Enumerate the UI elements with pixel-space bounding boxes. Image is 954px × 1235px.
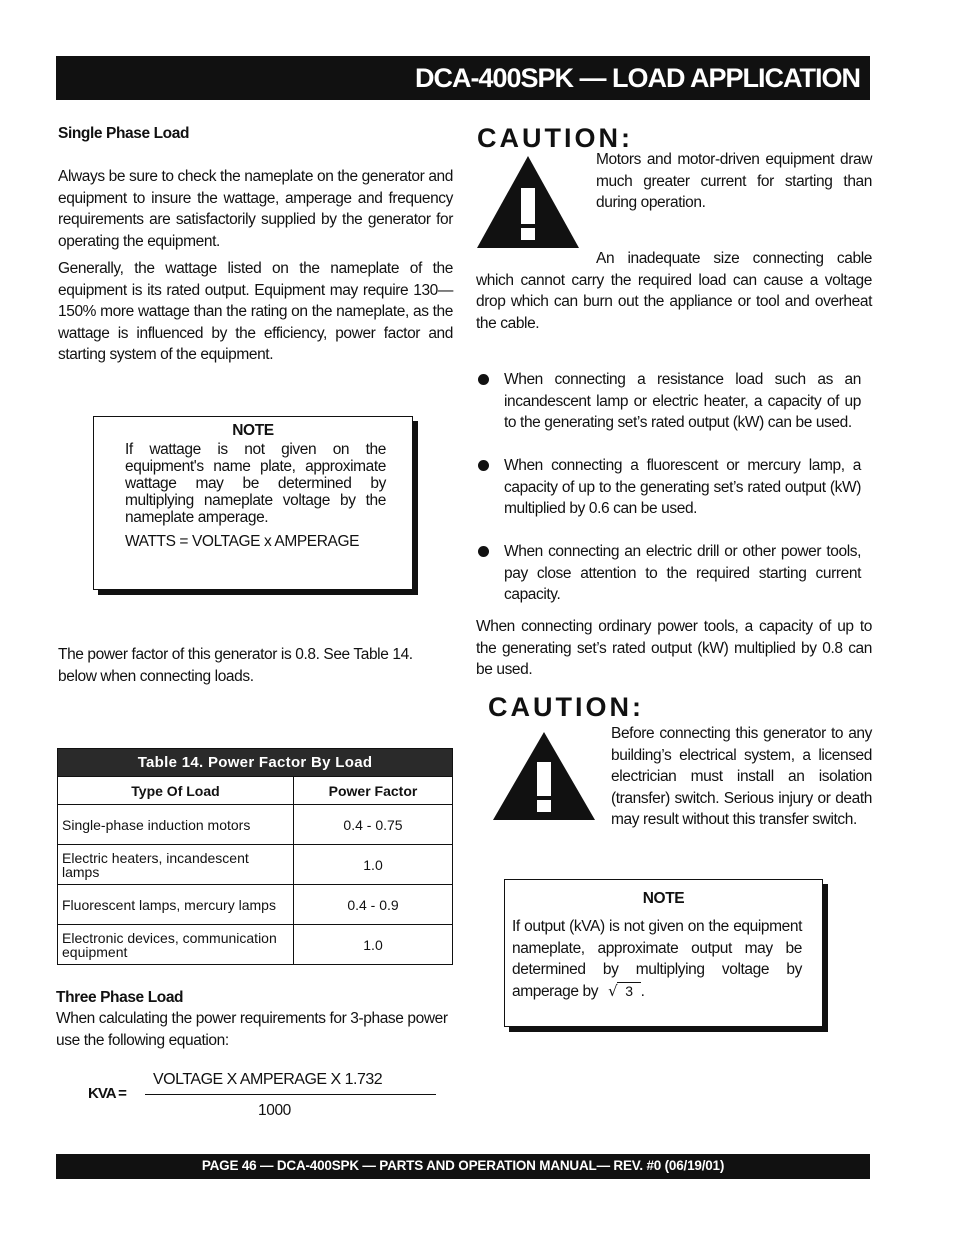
wattage-note-title: NOTE <box>232 422 274 439</box>
kva-note-body <box>512 916 802 1002</box>
bullet-icon <box>478 546 489 557</box>
table-cell-pf: 1.0 <box>294 845 453 885</box>
table-cell-pf: 1.0 <box>294 925 453 965</box>
table-caption: Table 14. Power Factor By Load <box>58 749 453 777</box>
table-row <box>58 885 453 925</box>
caution-1-text-cable: An inadequate size connecting cable which cannot carry the required load can cause a voltage drop which can burn out the appliance or tool and overheat the cable. <box>476 250 872 332</box>
table-cell-type: Fluorescent lamps, mercury lamps <box>58 885 294 925</box>
kva-note-box <box>504 879 823 1027</box>
page-title-bar <box>56 56 870 100</box>
table-header-power-factor: Power Factor <box>294 777 453 805</box>
wattage-formula: WATTS = VOLTAGE x AMPERAGE <box>125 533 360 550</box>
single-phase-paragraph-1: Always be sure to check the nameplate on the generator and equipment to insure the wattage, amperage and frequency requirements are satisfactorily supplied by the generator for operating the equipment. <box>58 168 453 250</box>
warning-triangle-icon <box>477 156 579 248</box>
page-title: DCA-400SPK — LOAD APPLICATION <box>414 63 860 93</box>
bullet-icon <box>478 460 489 471</box>
kva-note-text: If output (kVA) is not given on the equipment nameplate, approximate output may be determined by multiplying voltage by amperage by <box>512 918 802 1000</box>
single-phase-paragraph-2: Generally, the wattage listed on the nameplate of the equipment is its rated output. Equipment may require 130—150% more wattage than the rating on the nameplate, as the wattage is influenced by the efficiency, power factor and starting system of the equipment. <box>58 260 453 363</box>
table-cell-type: Single-phase induction motors <box>58 805 294 845</box>
kva-note-title: NOTE <box>642 890 685 907</box>
sqrt-icon: √ 3 <box>608 981 641 1003</box>
fraction-line <box>145 1094 436 1095</box>
kva-numerator: VOLTAGE X AMPERAGE X 1.732 <box>153 1071 383 1088</box>
bullet-resistance-load: When connecting a resistance load such as an incandescent lamp or electric heater, a capacity of up to the generating set’s rated output (kW) can be used. <box>504 371 861 431</box>
single-phase-heading: Single Phase Load <box>58 125 190 142</box>
bullet-icon <box>478 374 489 385</box>
table-cell-pf: 0.4 - 0.9 <box>294 885 453 925</box>
footer-bar <box>56 1154 870 1179</box>
three-phase-heading: Three Phase Load <box>56 989 184 1006</box>
warning-triangle-icon <box>493 732 595 820</box>
table-cell-pf: 0.4 - 0.75 <box>294 805 453 845</box>
wattage-note-box <box>93 416 413 590</box>
table-row <box>58 805 453 845</box>
bullet-fluorescent-lamp: When connecting a fluorescent or mercury lamp, a capacity of up to the generating set’s rated output (kW) multiplied by 0.6 can be used. <box>504 457 861 517</box>
table-row <box>58 925 453 965</box>
caution-label-2: CAUTION: <box>488 692 644 722</box>
table-row <box>58 845 453 885</box>
ordinary-tools-text: When connecting ordinary power tools, a capacity of up to the generating set’s rated output (kW) multiplied by 0.8 can be used. <box>476 618 872 678</box>
wattage-note-body: If wattage is not given on the equipment's name plate, approximate wattage may be determined by multiplying nameplate voltage by the nameplate amperage. <box>125 441 386 526</box>
table-header-type: Type Of Load <box>58 777 294 805</box>
bullet-power-tools: When connecting an electric drill or other power tools, pay close attention to the required starting current capacity. <box>504 543 861 603</box>
caution-1-text-motors: Motors and motor-driven equipment draw much greater current for starting than during operation. <box>596 151 872 211</box>
kva-label: KVA = <box>88 1085 126 1102</box>
power-factor-text: The power factor of this generator is 0.8. See Table 14. below when connecting loads. <box>58 646 413 685</box>
kva-denominator: 1000 <box>258 1102 291 1119</box>
caution-2-text: Before connecting this generator to any building’s electrical system, a licensed electrician must install an isolation (transfer) switch. Serious injury or death may result without this transfer switch. <box>611 725 872 828</box>
kva-note-end: . <box>640 982 645 1000</box>
table-cell-type: Electronic devices, communication equipment <box>58 925 294 965</box>
sqrt-value: 3 <box>617 982 640 999</box>
three-phase-text: When calculating the power requirements for 3-phase power use the following equation: <box>56 1010 448 1049</box>
caution-label-1: CAUTION: <box>477 123 633 153</box>
table-cell-type: Electric heaters, incandescent lamps <box>58 845 294 885</box>
power-factor-table <box>57 748 453 965</box>
footer-text: PAGE 46 — DCA-400SPK — PARTS AND OPERATION MANUAL— REV. #0 (06/19/01) <box>201 1158 725 1173</box>
